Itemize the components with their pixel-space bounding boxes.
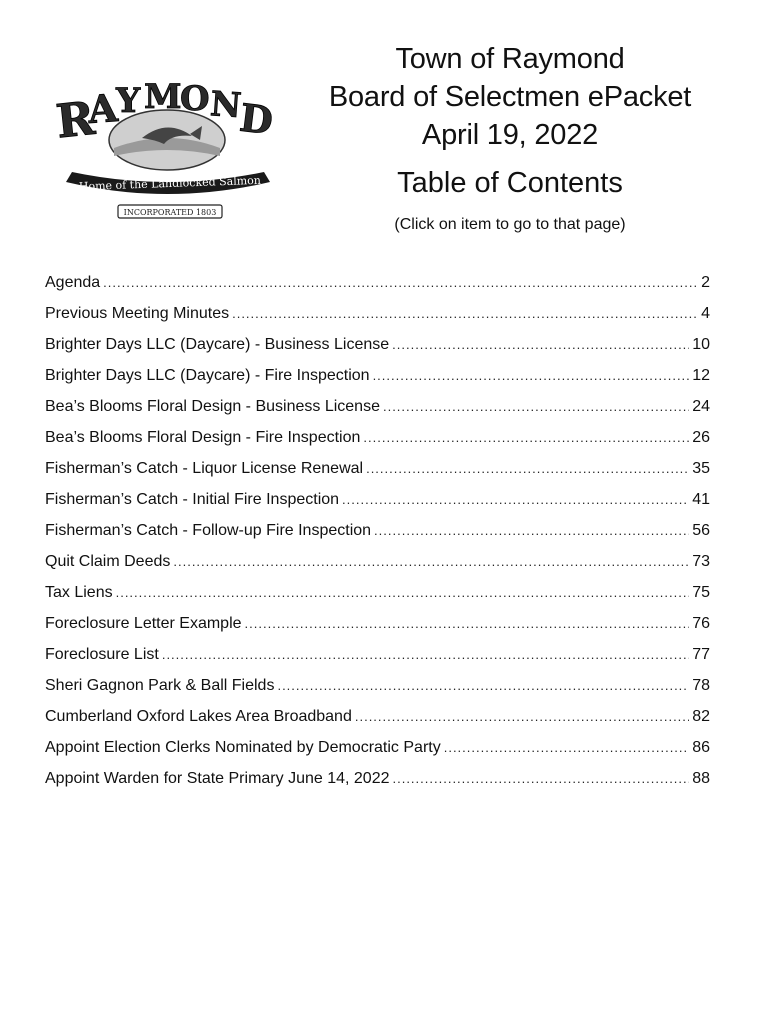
- toc-entry-label: Agenda: [45, 274, 101, 291]
- svg-text:A: A: [86, 84, 120, 132]
- toc-entry-page-number: 56: [692, 522, 710, 539]
- board-title: Board of Selectmen ePacket: [328, 81, 692, 113]
- toc-heading: Table of Contents: [397, 167, 623, 199]
- toc-entry-label: Appoint Election Clerks Nominated by Democratic Party: [45, 739, 441, 756]
- dot-leader: [162, 639, 689, 670]
- raymond-logo-graphic: [52, 78, 284, 226]
- toc-entry[interactable]: [45, 670, 710, 701]
- toc-entry-page-number: 86: [692, 739, 710, 756]
- toc-entry-label: Bea’s Blooms Floral Design - Business License: [45, 398, 380, 415]
- toc-entry-label: Fisherman’s Catch - Liquor License Renewal: [45, 460, 364, 477]
- svg-text:O: O: [180, 79, 210, 119]
- toc-entry-label: Bea’s Blooms Floral Design - Fire Inspection: [45, 429, 361, 446]
- dot-leader: [392, 329, 689, 360]
- toc-entry-page-number: 73: [692, 553, 710, 570]
- toc-entry-page-number: 75: [692, 584, 710, 601]
- toc-entry-page-number: 76: [692, 615, 710, 632]
- dot-leader: [342, 484, 689, 515]
- toc-entry-label: Tax Liens: [45, 584, 113, 601]
- toc-entry[interactable]: [45, 329, 710, 360]
- town-title: Town of Raymond: [395, 43, 625, 75]
- toc-entry-label: Appoint Warden for State Primary June 14, 2022: [45, 770, 390, 787]
- dot-leader: [383, 391, 689, 422]
- svg-text:Y: Y: [116, 81, 141, 121]
- dot-leader: [373, 360, 690, 391]
- svg-text:INCORPORATED 1803: INCORPORATED 1803: [123, 208, 217, 217]
- toc-entry-page-number: 88: [692, 770, 710, 787]
- table-of-contents: [45, 267, 710, 794]
- toc-entry[interactable]: [45, 639, 710, 670]
- svg-text:N: N: [208, 84, 243, 127]
- toc-entry-label: Fisherman’s Catch - Initial Fire Inspection: [45, 491, 340, 508]
- toc-entry[interactable]: [45, 701, 710, 732]
- svg-text:M: M: [144, 78, 182, 117]
- svg-text:R: R: [53, 90, 98, 149]
- toc-entry[interactable]: [45, 484, 710, 515]
- toc-entry[interactable]: [45, 360, 710, 391]
- dot-leader: [232, 298, 698, 329]
- toc-entry-label: Previous Meeting Minutes: [45, 305, 230, 322]
- toc-entry-label: Brighter Days LLC (Daycare) - Business License: [45, 336, 390, 353]
- toc-entry[interactable]: [45, 515, 710, 546]
- toc-entry[interactable]: [45, 608, 710, 639]
- toc-entry[interactable]: [45, 298, 710, 329]
- dot-leader: [103, 267, 698, 298]
- toc-entry[interactable]: [45, 422, 710, 453]
- toc-entry-page-number: 4: [701, 305, 710, 322]
- toc-entry[interactable]: [45, 546, 710, 577]
- dot-leader: [245, 608, 690, 639]
- toc-entry-label: Fisherman’s Catch - Follow-up Fire Inspection: [45, 522, 372, 539]
- toc-entry-label: Sheri Gagnon Park & Ball Fields: [45, 677, 275, 694]
- dot-leader: [363, 422, 689, 453]
- toc-entry[interactable]: [45, 577, 710, 608]
- dot-leader: [366, 453, 689, 484]
- toc-entry-page-number: 12: [692, 367, 710, 384]
- toc-entry[interactable]: [45, 453, 710, 484]
- dot-leader: [116, 577, 690, 608]
- dot-leader: [444, 732, 689, 763]
- svg-text:Home of the Landlocked Salmon: Home of the Landlocked Salmon: [78, 173, 262, 194]
- toc-instruction: (Click on item to go to that page): [394, 216, 626, 233]
- toc-entry[interactable]: [45, 391, 710, 422]
- toc-entry-label: Foreclosure List: [45, 646, 159, 663]
- svg-text:D: D: [237, 94, 276, 144]
- toc-entry-page-number: 77: [692, 646, 710, 663]
- toc-entry-page-number: 35: [692, 460, 710, 477]
- raymond-logo: [52, 78, 284, 226]
- toc-entry-page-number: 10: [692, 336, 710, 353]
- dot-leader: [392, 763, 689, 794]
- dot-leader: [277, 670, 689, 701]
- dot-leader: [173, 546, 689, 577]
- toc-entry-page-number: 82: [692, 708, 710, 725]
- toc-entry-page-number: 26: [692, 429, 710, 446]
- toc-entry-label: Foreclosure Letter Example: [45, 615, 242, 632]
- toc-entry[interactable]: [45, 763, 710, 794]
- toc-entry-page-number: 2: [701, 274, 710, 291]
- dot-leader: [355, 701, 689, 732]
- toc-entry[interactable]: [45, 267, 710, 298]
- dot-leader: [374, 515, 689, 546]
- toc-entry-page-number: 41: [692, 491, 710, 508]
- document-header: [300, 40, 720, 234]
- toc-entry-page-number: 78: [692, 677, 710, 694]
- toc-entry[interactable]: [45, 732, 710, 763]
- toc-entry-label: Quit Claim Deeds: [45, 553, 171, 570]
- toc-entry-label: Brighter Days LLC (Daycare) - Fire Inspection: [45, 367, 370, 384]
- toc-entry-page-number: 24: [692, 398, 710, 415]
- meeting-date: April 19, 2022: [421, 119, 599, 151]
- toc-entry-label: Cumberland Oxford Lakes Area Broadband: [45, 708, 352, 725]
